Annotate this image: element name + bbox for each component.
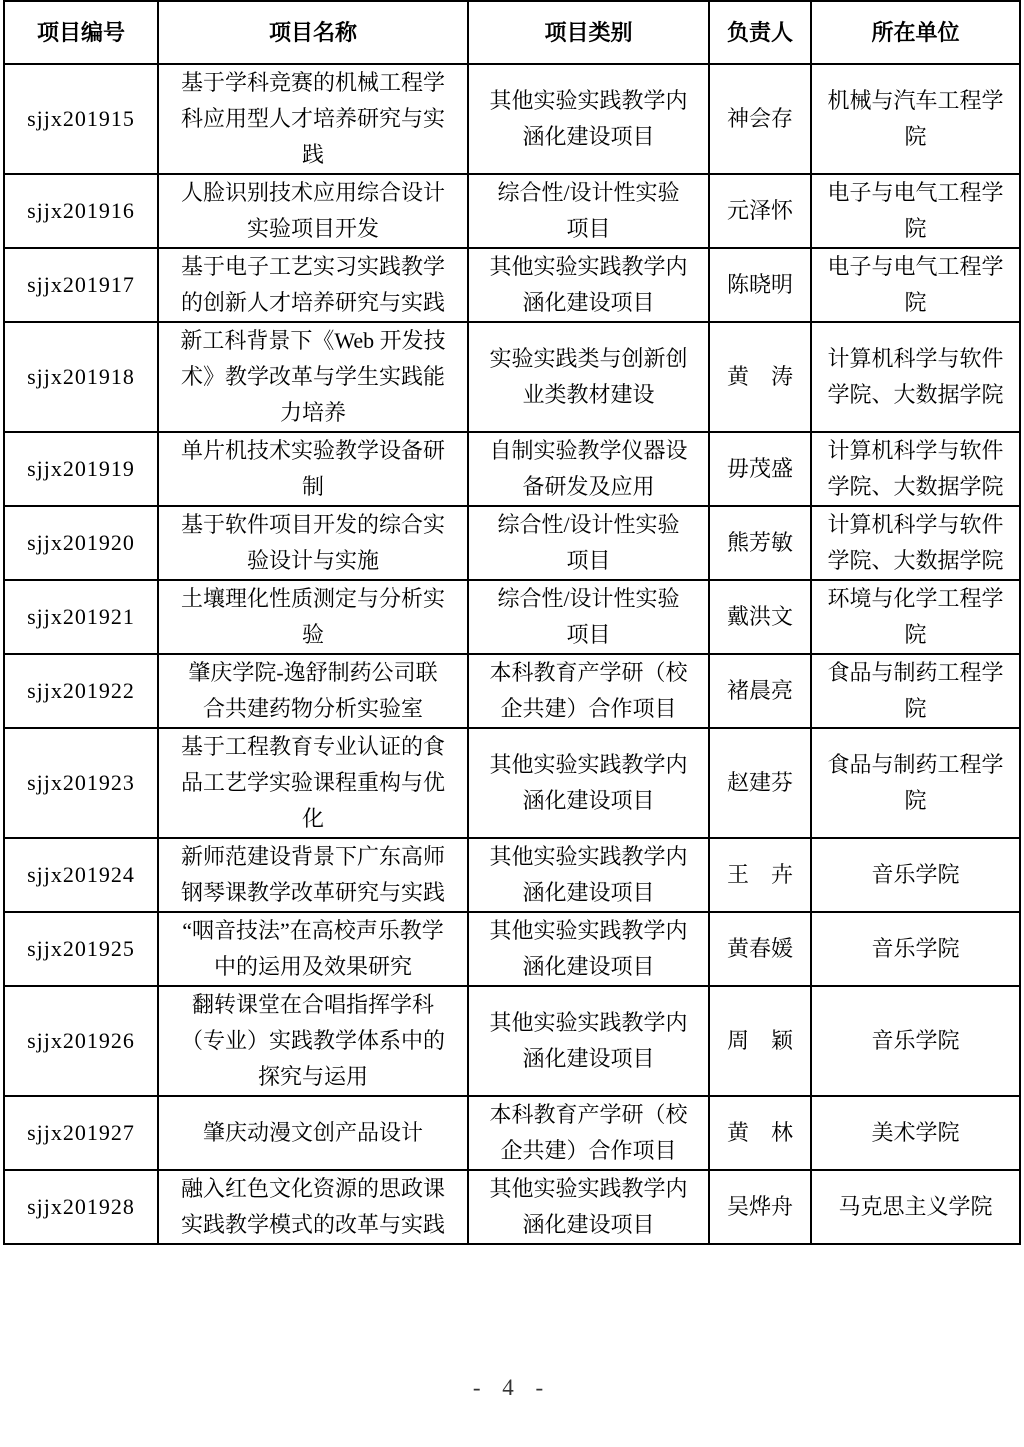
cell-project-id: sjjx201919 <box>4 432 158 506</box>
cell-project-category: 其他实验实践教学内涵化建设项目 <box>468 728 709 838</box>
cell-project-category: 其他实验实践教学内涵化建设项目 <box>468 912 709 986</box>
table-row <box>4 174 1020 248</box>
cell-project-name: 基于软件项目开发的综合实验设计与实施 <box>158 506 468 580</box>
cell-project-id: sjjx201928 <box>4 1170 158 1244</box>
cell-unit: 食品与制药工程学院 <box>811 728 1020 838</box>
cell-project-name: 翻转课堂在合唱指挥学科（专业）实践教学体系中的探究与运用 <box>158 986 468 1096</box>
cell-leader: 王 卉 <box>709 838 811 912</box>
cell-leader: 黄 林 <box>709 1096 811 1170</box>
cell-leader: 元泽怀 <box>709 174 811 248</box>
cell-project-category: 本科教育产学研（校企共建）合作项目 <box>468 1096 709 1170</box>
projects-table <box>3 0 1021 1245</box>
column-header-unit: 所在单位 <box>811 1 1020 64</box>
table-row <box>4 506 1020 580</box>
column-header-project-category: 项目类别 <box>468 1 709 64</box>
column-header-leader: 负责人 <box>709 1 811 64</box>
cell-project-name: 土壤理化性质测定与分析实验 <box>158 580 468 654</box>
table-row <box>4 248 1020 322</box>
table-row <box>4 432 1020 506</box>
cell-project-id: sjjx201924 <box>4 838 158 912</box>
cell-leader: 神会存 <box>709 64 811 174</box>
table-row <box>4 912 1020 986</box>
cell-leader: 陈晓明 <box>709 248 811 322</box>
header-row <box>4 1 1020 64</box>
cell-unit: 计算机科学与软件学院、大数据学院 <box>811 506 1020 580</box>
cell-unit: 环境与化学工程学院 <box>811 580 1020 654</box>
cell-unit: 音乐学院 <box>811 912 1020 986</box>
cell-project-id: sjjx201915 <box>4 64 158 174</box>
cell-leader: 毋茂盛 <box>709 432 811 506</box>
cell-project-category: 综合性/设计性实验项目 <box>468 174 709 248</box>
cell-leader: 黄 涛 <box>709 322 811 432</box>
cell-project-id: sjjx201923 <box>4 728 158 838</box>
cell-leader: 周 颖 <box>709 986 811 1096</box>
cell-project-name: “咽音技法”在高校声乐教学中的运用及效果研究 <box>158 912 468 986</box>
cell-project-category: 实验实践类与创新创业类教材建设 <box>468 322 709 432</box>
table-row <box>4 1096 1020 1170</box>
cell-project-category: 综合性/设计性实验项目 <box>468 580 709 654</box>
cell-unit: 音乐学院 <box>811 838 1020 912</box>
cell-project-id: sjjx201920 <box>4 506 158 580</box>
cell-project-id: sjjx201925 <box>4 912 158 986</box>
cell-unit: 音乐学院 <box>811 986 1020 1096</box>
cell-project-name: 单片机技术实验教学设备研制 <box>158 432 468 506</box>
table-row <box>4 1170 1020 1244</box>
cell-unit: 电子与电气工程学院 <box>811 174 1020 248</box>
cell-project-category: 自制实验教学仪器设备研发及应用 <box>468 432 709 506</box>
cell-unit: 马克思主义学院 <box>811 1170 1020 1244</box>
table-row <box>4 838 1020 912</box>
cell-project-id: sjjx201917 <box>4 248 158 322</box>
cell-project-category: 其他实验实践教学内涵化建设项目 <box>468 64 709 174</box>
table-header <box>4 1 1020 64</box>
cell-project-name: 人脸识别技术应用综合设计实验项目开发 <box>158 174 468 248</box>
cell-project-name: 融入红色文化资源的思政课实践教学模式的改革与实践 <box>158 1170 468 1244</box>
cell-project-id: sjjx201926 <box>4 986 158 1096</box>
cell-unit: 计算机科学与软件学院、大数据学院 <box>811 322 1020 432</box>
cell-project-id: sjjx201927 <box>4 1096 158 1170</box>
cell-project-id: sjjx201921 <box>4 580 158 654</box>
cell-project-name: 新师范建设背景下广东高师钢琴课教学改革研究与实践 <box>158 838 468 912</box>
cell-unit: 电子与电气工程学院 <box>811 248 1020 322</box>
cell-leader: 吴烨舟 <box>709 1170 811 1244</box>
page-number: - 4 - <box>472 1375 552 1400</box>
cell-unit: 计算机科学与软件学院、大数据学院 <box>811 432 1020 506</box>
cell-project-category: 其他实验实践教学内涵化建设项目 <box>468 986 709 1096</box>
cell-project-category: 其他实验实践教学内涵化建设项目 <box>468 838 709 912</box>
cell-unit: 机械与汽车工程学院 <box>811 64 1020 174</box>
cell-project-name: 新工科背景下《Web 开发技术》教学改革与学生实践能力培养 <box>158 322 468 432</box>
table-row <box>4 986 1020 1096</box>
cell-project-category: 其他实验实践教学内涵化建设项目 <box>468 1170 709 1244</box>
table-body <box>4 64 1020 1244</box>
table-row <box>4 322 1020 432</box>
table-row <box>4 728 1020 838</box>
cell-project-id: sjjx201922 <box>4 654 158 728</box>
cell-project-id: sjjx201918 <box>4 322 158 432</box>
table-row <box>4 64 1020 174</box>
cell-project-category: 综合性/设计性实验项目 <box>468 506 709 580</box>
cell-project-name: 基于电子工艺实习实践教学的创新人才培养研究与实践 <box>158 248 468 322</box>
table-row <box>4 580 1020 654</box>
table-row <box>4 654 1020 728</box>
column-header-project-id: 项目编号 <box>4 1 158 64</box>
cell-project-category: 其他实验实践教学内涵化建设项目 <box>468 248 709 322</box>
cell-leader: 戴洪文 <box>709 580 811 654</box>
column-header-project-name: 项目名称 <box>158 1 468 64</box>
cell-leader: 赵建芬 <box>709 728 811 838</box>
cell-project-name: 基于工程教育专业认证的食品工艺学实验课程重构与优化 <box>158 728 468 838</box>
cell-unit: 美术学院 <box>811 1096 1020 1170</box>
cell-project-name: 肇庆学院-逸舒制药公司联合共建药物分析实验室 <box>158 654 468 728</box>
cell-project-name: 肇庆动漫文创产品设计 <box>158 1096 468 1170</box>
cell-project-category: 本科教育产学研（校企共建）合作项目 <box>468 654 709 728</box>
cell-unit: 食品与制药工程学院 <box>811 654 1020 728</box>
cell-project-name: 基于学科竞赛的机械工程学科应用型人才培养研究与实践 <box>158 64 468 174</box>
cell-leader: 褚晨亮 <box>709 654 811 728</box>
cell-project-id: sjjx201916 <box>4 174 158 248</box>
cell-leader: 熊芳敏 <box>709 506 811 580</box>
cell-leader: 黄春媛 <box>709 912 811 986</box>
